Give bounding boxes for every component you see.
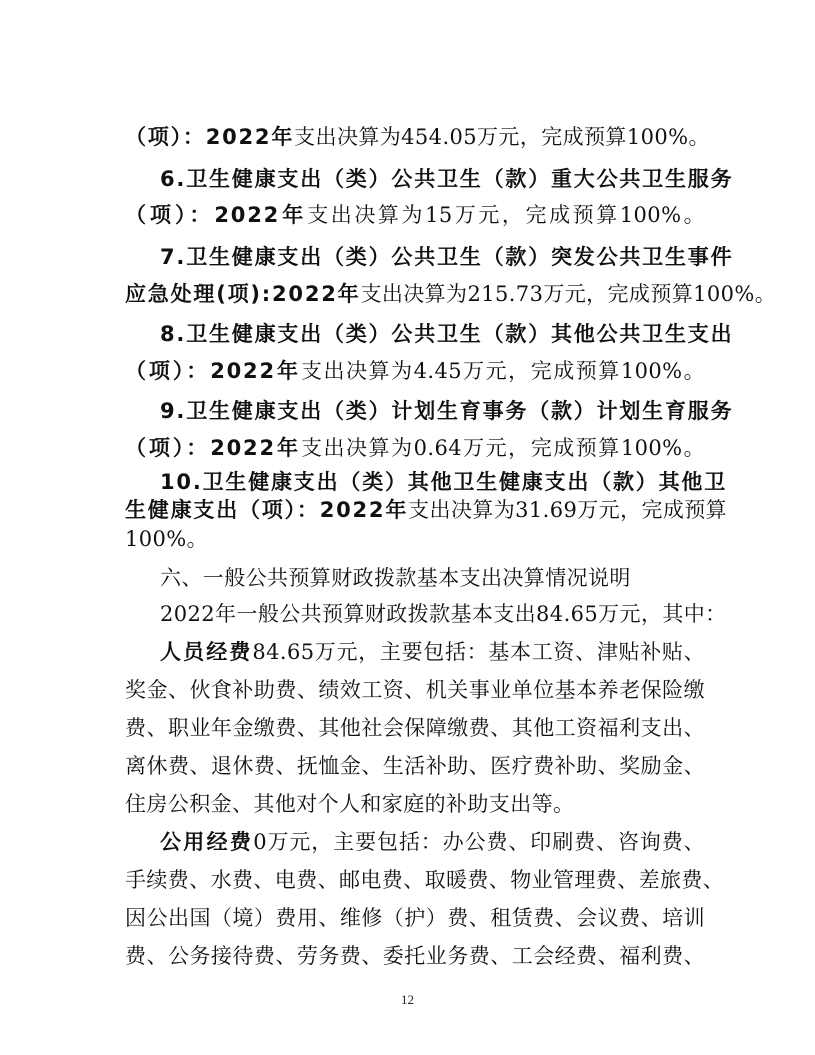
section-heading: 六、一般公共预算财政拨款基本支出决算情况说明 <box>160 566 631 590</box>
text-line: 费、职业年金缴费、其他社会保障缴费、其他工资福利支出、 <box>125 716 705 740</box>
text-line: 7.卫生健康支出（类）公共卫生（款）突发公共卫生事件 <box>160 245 734 269</box>
page-number: 12 <box>401 992 414 1007</box>
text-line: 费、公务接待费、劳务费、委托业务费、工会经费、福利费、 <box>125 944 705 968</box>
text-line: 住房公积金、其他对个人和家庭的补助支出等。 <box>125 792 575 816</box>
text-line: 因公出国（境）费用、维修（护）费、租赁费、会议费、培训 <box>125 906 705 930</box>
text-line: 8.卫生健康支出（类）公共卫生（款）其他公共卫生支出 <box>160 322 734 346</box>
text-line: 100%。 <box>125 527 209 551</box>
text-line: 6.卫生健康支出（类）公共卫生（款）重大公共卫生服务 <box>160 167 734 191</box>
text-line: （项）：2022年支出决算为15万元，完成预算100%。 <box>125 203 705 227</box>
text-line: （项）：2022年支出决算为4.45万元，完成预算100%。 <box>125 359 705 383</box>
text-line: 人员经费84.65万元，主要包括：基本工资、津贴补贴、 <box>160 640 706 664</box>
text-line: 应急处理(项):2022年支出决算为215.73万元，完成预算100%。 <box>125 282 777 306</box>
text-line: 奖金、伙食补助费、绩效工资、机关事业单位基本养老保险缴 <box>125 678 705 702</box>
text-line: 公用经费0万元，主要包括：办公费、印刷费、咨询费、 <box>160 830 706 854</box>
text-line: 生健康支出（项）：2022年支出决算为31.69万元，完成预算 <box>125 498 728 522</box>
text-line: （项）：2022年支出决算为454.05万元，完成预算100%。 <box>125 125 710 149</box>
text-line: （项）：2022年支出决算为0.64万元，完成预算100%。 <box>125 436 705 460</box>
text-line: 9.卫生健康支出（类）计划生育事务（款）计划生育服务 <box>160 399 734 423</box>
text-line: 2022年一般公共预算财政拨款基本支出84.65万元，其中： <box>160 602 727 626</box>
text-line: 离休费、退休费、抚恤金、生活补助、医疗费补助、奖励金、 <box>125 754 705 778</box>
text-line: 10.卫生健康支出（类）其他卫生健康支出（款）其他卫 <box>160 470 727 494</box>
text-line: 手续费、水费、电费、邮电费、取暖费、物业管理费、差旅费、 <box>125 868 725 892</box>
